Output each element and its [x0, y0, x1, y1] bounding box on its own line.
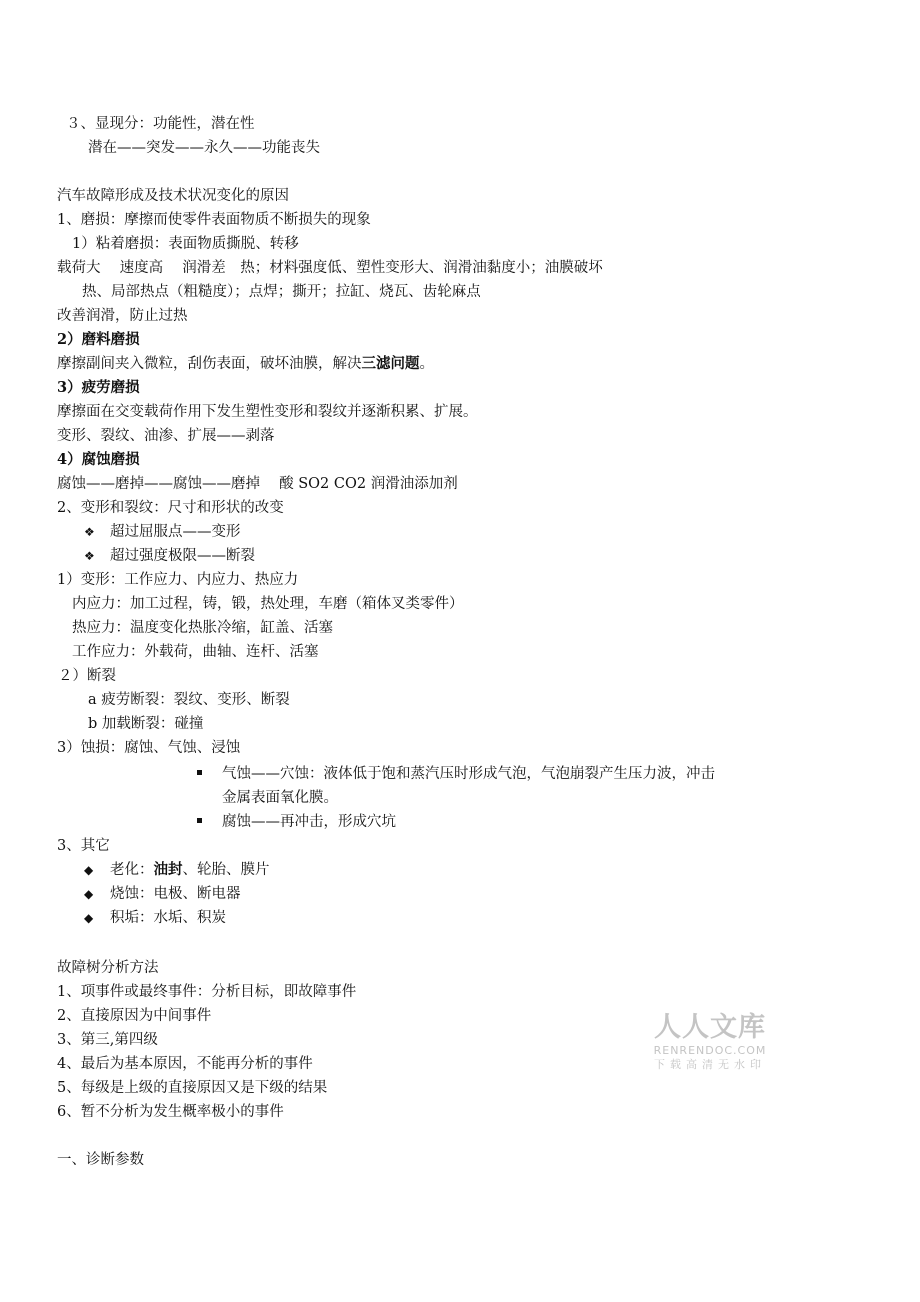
watermark-logo	[648, 1012, 772, 1072]
bullet-item	[84, 884, 241, 904]
text-line: ２）断裂	[58, 668, 116, 684]
text-line: 工作应力：外载荷，曲轴、连杆、活塞	[72, 644, 319, 660]
bullet-text: 腐蚀——再冲击，形成穴坑	[222, 814, 396, 830]
text-line: 4、最后为基本原因，不能再分析的事件	[57, 1056, 313, 1072]
bullet-text: 、轮胎、膜片	[182, 862, 270, 878]
bullet-text: 积垢：水垢、积炭	[110, 910, 226, 926]
text-line: 1）粘着磨损：表面物质撕脱、转移	[72, 236, 299, 252]
text-line: 3、第三,第四级	[57, 1032, 158, 1048]
section-heading: 故障树分析方法	[57, 960, 159, 976]
text-line: 潜在——突发——永久——功能丧失	[88, 140, 320, 156]
bullet-text: 烧蚀：电极、断电器	[110, 886, 241, 902]
text-line: 热应力：温度变化热胀冷缩，缸盖、活塞	[72, 620, 333, 636]
solid-diamond-bullet-icon: ◆	[84, 863, 94, 877]
text-line	[57, 354, 434, 374]
square-bullet-icon	[197, 818, 202, 823]
text-line: b 加载断裂：碰撞	[88, 716, 204, 732]
section-heading: 一、诊断参数	[57, 1152, 144, 1168]
diamond-bullet-icon: ❖	[84, 525, 95, 539]
section-heading: 汽车故障形成及技术状况变化的原因	[57, 188, 289, 204]
bullet-item	[197, 764, 715, 784]
text-line: 2、变形和裂纹：尺寸和形状的改变	[57, 500, 284, 516]
diamond-bullet-icon: ❖	[84, 549, 95, 563]
bold-text: 油封	[153, 861, 183, 878]
bullet-item	[84, 546, 255, 566]
text-line: 改善润滑，防止过热	[57, 308, 188, 324]
text-line: 热、局部热点（粗糙度）；点焊；撕开；拉缸、烧瓦、齿轮麻点	[82, 284, 481, 300]
text-line: 腐蚀——磨掉——腐蚀——磨掉 酸 SO2 CO2 润滑油添加剂	[57, 476, 458, 492]
text-line: 3）蚀损：腐蚀、气蚀、浸蚀	[57, 740, 241, 756]
bullet-item	[197, 812, 396, 832]
text-line: 5、每级是上级的直接原因又是下级的结果	[57, 1080, 328, 1096]
text-span: 。	[419, 356, 434, 372]
bullet-text: 老化：	[110, 862, 154, 878]
text-line: 金属表面氧化膜。	[222, 790, 338, 806]
bold-text: 三滤问题	[361, 355, 420, 372]
bullet-item	[84, 860, 270, 880]
subheading: 2）磨料磨损	[57, 331, 140, 348]
solid-diamond-bullet-icon: ◆	[84, 911, 94, 925]
text-line: 3、其它	[57, 838, 110, 854]
text-line: 变形、裂纹、油渗、扩展——剥落	[57, 428, 275, 444]
bullet-text: 超过强度极限——断裂	[110, 548, 255, 564]
text-line: 6、暂不分析为发生概率极小的事件	[57, 1104, 284, 1120]
text-line: 载荷大 速度高 润滑差 热；材料强度低、塑性变形大、润滑油黏度小；油膜破坏	[57, 260, 603, 276]
solid-diamond-bullet-icon: ◆	[84, 887, 94, 901]
subheading: 4）腐蚀磨损	[57, 451, 140, 468]
text-span: 摩擦副间夹入微粒，刮伤表面，破坏油膜，解决	[57, 356, 362, 372]
watermark-title: 人人文库	[654, 1012, 766, 1043]
bullet-item	[84, 522, 241, 542]
text-line: 1、项事件或最终事件：分析目标，即故障事件	[57, 984, 357, 1000]
text-line: 1）变形：工作应力、内应力、热应力	[57, 572, 299, 588]
text-line: 1、磨损：摩擦而使零件表面物质不断损失的现象	[57, 212, 371, 228]
text-line: a 疲劳断裂：裂纹、变形、断裂	[88, 692, 290, 708]
subheading: 3）疲劳磨损	[57, 379, 140, 396]
text-line: 摩擦面在交变载荷作用下发生塑性变形和裂纹并逐渐积累、扩展。	[57, 404, 478, 420]
bullet-text: 气蚀——穴蚀：液体低于饱和蒸汽压时形成气泡，气泡崩裂产生压力波，冲击	[222, 766, 715, 782]
watermark-slogan: 下载高清无水印	[654, 1058, 766, 1071]
bullet-text: 超过屈服点——变形	[110, 524, 241, 540]
square-bullet-icon	[197, 770, 202, 775]
text-line: 内应力：加工过程，铸，锻，热处理，车磨（箱体叉类零件）	[72, 596, 464, 612]
text-line: 2、直接原因为中间事件	[57, 1008, 212, 1024]
watermark-domain: RENRENDOC.COM	[653, 1044, 767, 1057]
text-line: ３、显现分：功能性，潜在性	[66, 116, 255, 132]
bullet-item	[84, 908, 226, 928]
